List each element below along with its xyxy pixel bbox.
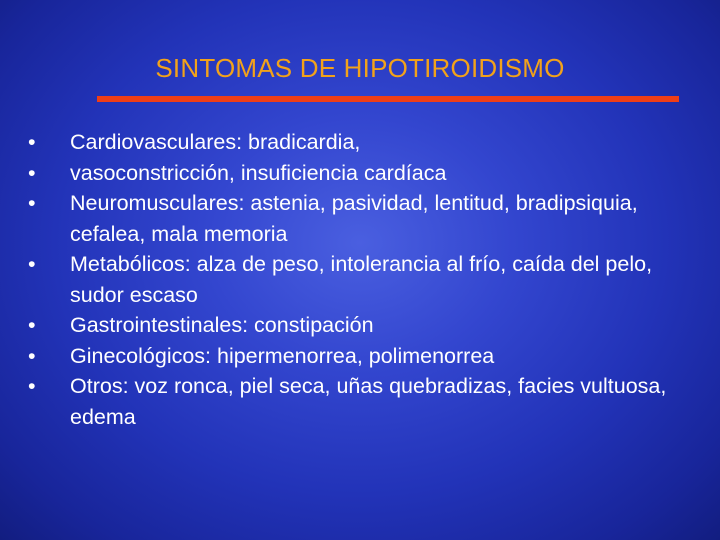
slide-title: SINTOMAS DE HIPOTIROIDISMO — [155, 53, 565, 83]
bullet-icon: • — [28, 160, 36, 185]
bullet-icon: • — [28, 191, 36, 215]
title-underline-rule — [97, 96, 679, 102]
list-item-text: Gastrointestinales: constipación — [70, 313, 374, 337]
list-item-text: Neuromusculares: astenia, pasividad, lentitud, bradipsiquia, cefalea, mala memoria — [70, 191, 638, 246]
list-item — [28, 310, 708, 341]
list-item-text: Otros: voz ronca, piel seca, uñas quebradizas, facies vultuosa, edema — [70, 374, 667, 429]
bullet-icon: • — [28, 343, 36, 368]
list-item — [28, 341, 708, 372]
list-item — [28, 371, 708, 432]
symptom-list — [28, 127, 708, 432]
list-item-text: Ginecológicos: hipermenorrea, polimenorrea — [70, 343, 495, 368]
bullet-icon: • — [28, 130, 36, 154]
list-item-text: Cardiovasculares: bradicardia, — [70, 130, 361, 154]
list-item-text: vasoconstricción, insuficiencia cardíaca — [70, 160, 447, 185]
bullet-icon: • — [28, 313, 36, 337]
list-item-text: Metabólicos: alza de peso, intolerancia al frío, caída del pelo, sudor escaso — [70, 252, 653, 307]
list-item — [28, 158, 708, 189]
bullet-icon: • — [28, 374, 36, 398]
list-item — [28, 249, 708, 310]
list-item — [28, 127, 708, 158]
bullet-icon: • — [28, 252, 36, 276]
list-item — [28, 188, 708, 249]
